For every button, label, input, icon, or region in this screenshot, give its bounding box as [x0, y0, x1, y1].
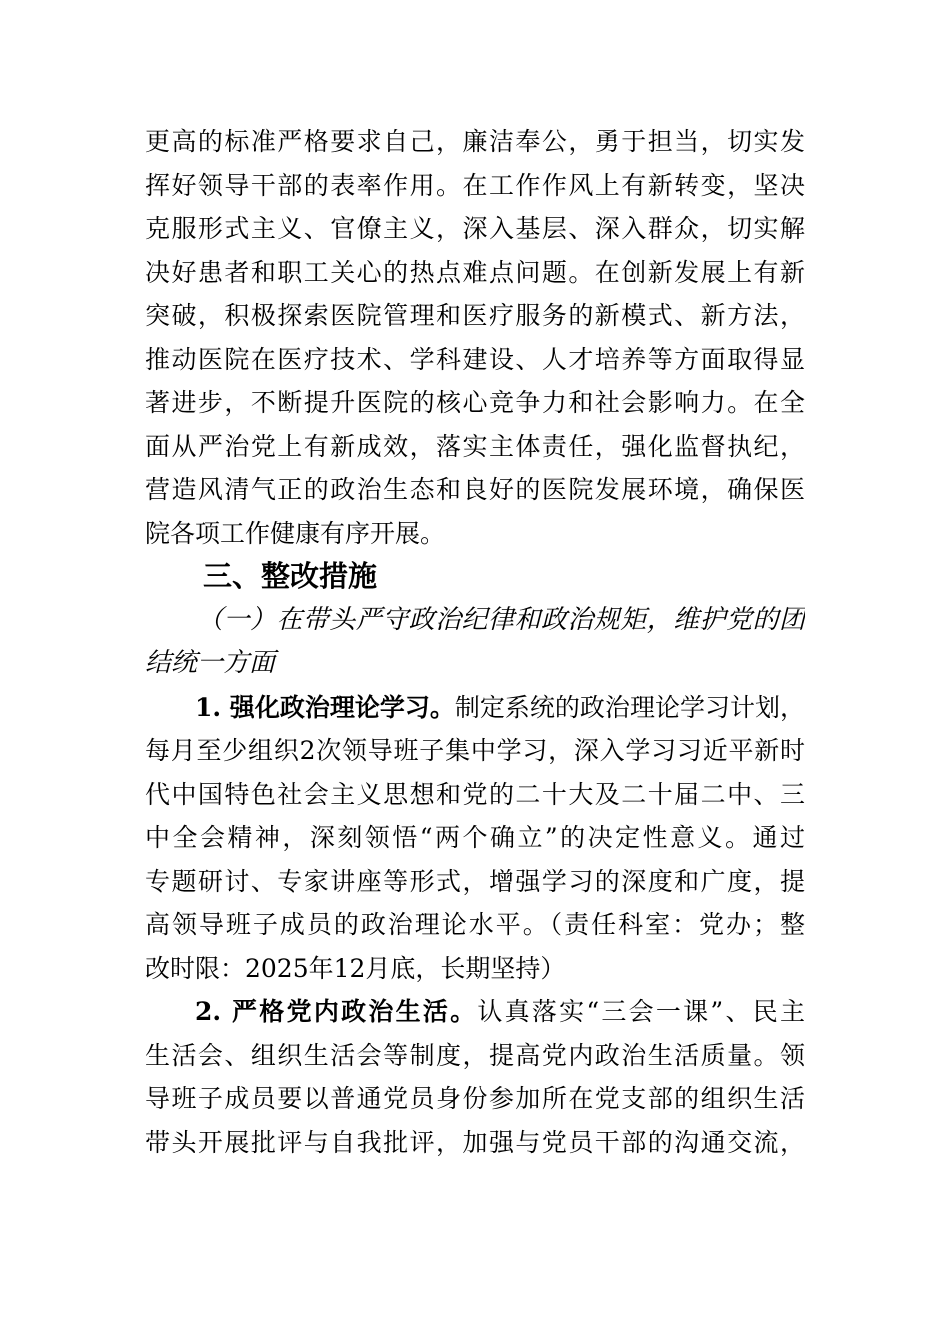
paragraph-line: 生活会、组织生活会等制度，提高党内政治生活质量。领 [145, 1040, 805, 1070]
paragraph-line: 更高的标准严格要求自己，廉洁奉公，勇于担当，切实发 [145, 127, 805, 156]
paragraph-line: 面从严治党上有新成效，落实主体责任，强化监督执纪， [145, 431, 805, 461]
paragraph-line: 院各项工作健康有序开展。 [145, 518, 446, 548]
paragraph-line: 著进步，不断提升医院的核心竞争力和社会影响力。在全 [145, 388, 805, 417]
list-item-line [145, 686, 805, 730]
paragraph-line: 挥好领导干部的表率作用。在工作作风上有新转变，坚决 [145, 170, 805, 200]
subsection-heading-line: （一）在带头严守政治纪律和政治规矩，维护党的团 [197, 604, 805, 635]
item-body-text: 制定系统的政治理论学习计划， [454, 692, 805, 722]
section-heading: 三、整改措施 [203, 559, 378, 593]
paragraph-line: 带头开展批评与自我批评，加强与党员干部的沟通交流， [145, 1127, 805, 1157]
paragraph-line: 中全会精神，深刻领悟“两个确立”的决定性意义。通过 [145, 823, 805, 852]
list-item-line [145, 990, 805, 1034]
subsection-heading-line: 结统一方面 [145, 648, 276, 678]
paragraph-line: 营造风清气正的政治生态和良好的医院发展环境，确保医 [145, 475, 805, 504]
item-title: 1. 强化政治理论学习。 [195, 692, 455, 722]
paragraph-line: 高领导班子成员的政治理论水平。（责任科室：党办；整 [145, 910, 805, 939]
paragraph-line: 突破，积极探索医院管理和医疗服务的新模式、新方法， [145, 301, 805, 330]
paragraph-line: 决好患者和职工关心的热点难点问题。在创新发展上有新 [145, 257, 805, 287]
paragraph-line: 每月至少组织2次领导班子集中学习，深入学习习近平新时 [145, 736, 805, 765]
paragraph-line: 推动医院在医疗技术、学科建设、人才培养等方面取得显 [145, 344, 805, 374]
paragraph-line: 改时限：2025年12月底，长期坚持） [145, 953, 566, 983]
paragraph-line: 专题研讨、专家讲座等形式，增强学习的深度和广度，提 [145, 866, 805, 896]
paragraph-line: 克服形式主义、官僚主义，深入基层、深入群众，切实解 [145, 214, 805, 243]
paragraph-line: 代中国特色社会主义思想和党的二十大及二十届二中、三 [145, 779, 805, 809]
item-body-text: 认真落实“三会一课”、民主 [477, 997, 805, 1026]
item-title: 2. 严格党内政治生活。 [195, 997, 478, 1026]
paragraph-line: 导班子成员要以普通党员身份参加所在党支部的组织生活 [145, 1084, 805, 1113]
document-text-block [145, 120, 805, 1164]
